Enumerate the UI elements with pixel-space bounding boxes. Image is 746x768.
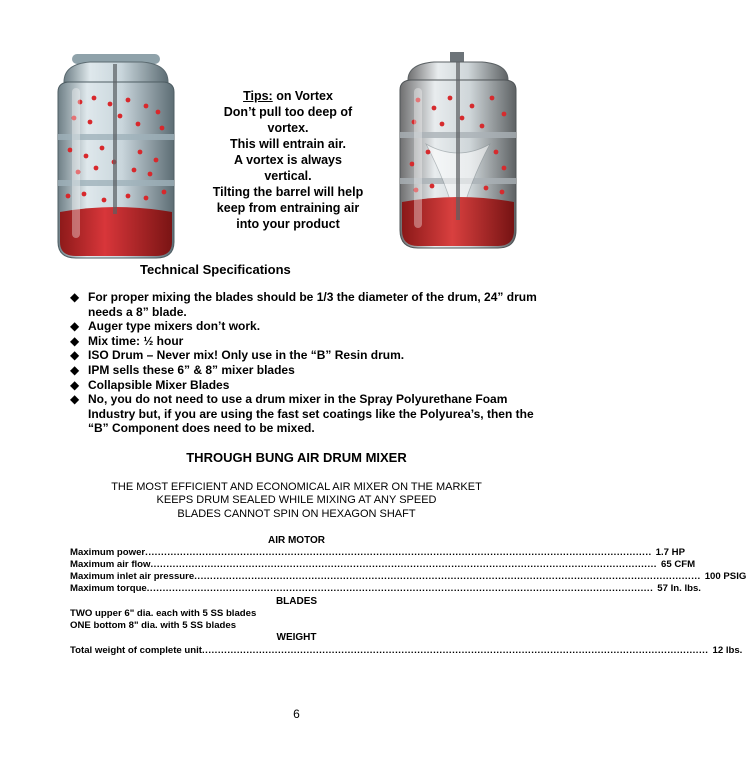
diamond-bullet-icon: ◆ <box>70 319 80 334</box>
spec-bullet-list <box>70 290 540 436</box>
air-motor-heading: AIR MOTOR <box>267 535 326 546</box>
list-item: ◆ Auger type mixers don’t work. <box>70 319 261 334</box>
list-item: ◆ Mix time: ½ hour <box>70 333 184 348</box>
list-item: ◆ For proper mixing the blades should be 1/3 the diameter of the drum, 24” drum needs a 8” blade. <box>70 290 537 319</box>
spec-row-max-power: Maximum power ................................................................................................................................................................ 1.7 HP <box>70 547 685 558</box>
tips-line-3: vortex. <box>267 121 309 135</box>
diamond-bullet-icon: ◆ <box>70 392 80 407</box>
tips-line-9: into your product <box>236 217 340 231</box>
blades-heading: BLADES <box>275 596 318 607</box>
tips-line-2: Don’t pull too deep of <box>223 105 353 119</box>
drum-photo-right <box>392 52 524 252</box>
weight-heading: WEIGHT <box>276 632 317 643</box>
tips-line-7: Tilting the barrel will help <box>212 185 364 199</box>
leader-dots: ................................................................................................................................................................ <box>146 583 654 594</box>
leader-dots: ................................................................................................................................................................ <box>145 547 652 558</box>
feature-line: BLADES CANNOT SPIN ON HEXAGON SHAFT <box>177 507 416 520</box>
blade-spec-line: TWO upper 6" dia. each with 5 SS blades <box>70 608 257 619</box>
vortex-tips <box>192 88 384 232</box>
spec-row-max-torque: Maximum torque ................................................................................................................................................................ 57 In. lbs. <box>70 583 701 594</box>
leader-dots: ................................................................................................................................................................ <box>194 571 701 582</box>
list-item: ◆ No, you do not need to use a drum mixer in the Spray Polyurethane Foam Industry but, if you are using the fast set coatings like the Polyurea’s, then the “B” Component does need to be mixed. <box>70 392 534 436</box>
diamond-bullet-icon: ◆ <box>70 333 80 348</box>
diamond-bullet-icon: ◆ <box>70 290 80 304</box>
blade-spec-line: ONE bottom 8" dia. with 5 SS blades <box>70 620 237 631</box>
tips-line-8: keep from entraining air <box>216 201 360 215</box>
mixer-features <box>0 481 593 521</box>
tips-line-5: A vortex is always <box>234 153 342 167</box>
leader-dots: ................................................................................................................................................................ <box>202 645 709 656</box>
spec-row-max-air-flow: Maximum air flow ................................................................................................................................................................ 65 CFM <box>70 559 696 570</box>
drum-photo-left <box>50 52 182 264</box>
feature-line: THE MOST EFFICIENT AND ECONOMICAL AIR MIXER ON THE MARKET <box>111 481 482 493</box>
tips-label: Tips: <box>243 89 273 103</box>
diamond-bullet-icon: ◆ <box>70 348 80 363</box>
tips-line-1: Tips: on Vortex <box>243 89 333 103</box>
spec-row-max-inlet-pressure: Maximum inlet air pressure ................................................................................................................................................................ 100 PSIG <box>70 571 746 582</box>
diamond-bullet-icon: ◆ <box>70 377 80 392</box>
list-item: ◆ IPM sells these 6” & 8” mixer blades <box>70 362 295 377</box>
air-drum-mixer-heading: THROUGH BUNG AIR DRUM MIXER <box>186 450 407 465</box>
diamond-bullet-icon: ◆ <box>70 362 80 377</box>
drum-vortex-illustration-left <box>50 52 182 264</box>
list-item: ◆ Collapsible Mixer Blades <box>70 377 230 392</box>
drum-vortex-illustration-right <box>392 52 524 252</box>
tips-line-6: vertical. <box>264 169 312 183</box>
feature-line: KEEPS DRUM SEALED WHILE MIXING AT ANY SPEED <box>156 494 437 507</box>
list-item: ◆ ISO Drum – Never mix! Only use in the “B” Resin drum. <box>70 348 405 363</box>
tips-line-4: This will entrain air. <box>229 137 346 151</box>
leader-dots: ................................................................................................................................................................ <box>150 559 657 570</box>
technical-specifications-heading: Technical Specifications <box>140 262 291 277</box>
page-number: 6 <box>293 707 300 721</box>
spec-row-total-weight: Total weight of complete unit ................................................................................................................................................................ 12 lbs. <box>70 645 743 656</box>
